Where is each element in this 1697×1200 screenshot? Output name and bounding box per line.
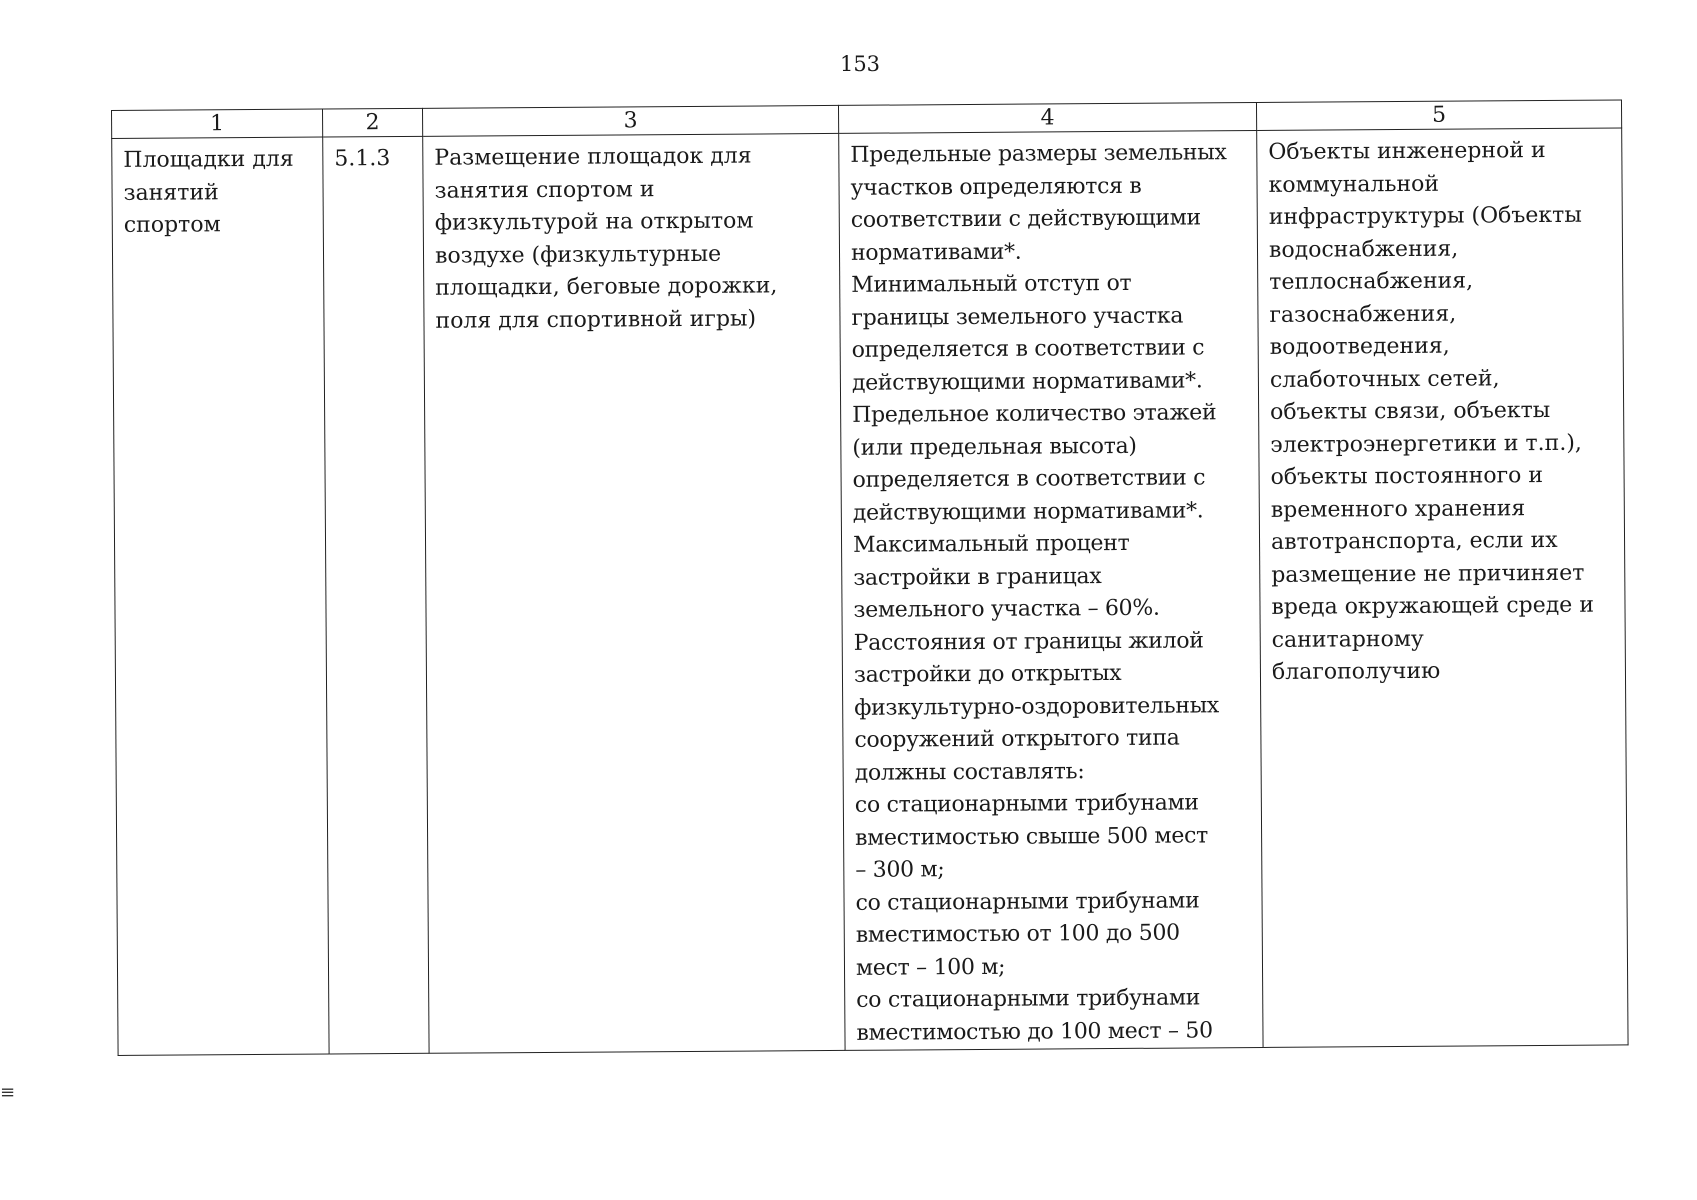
- auxiliary-uses-text: Объекты инженерной и коммунальной инфраструктуры (Объекты водоснабжения, теплоснабжения, газоснабжения, водоотведения, слаботочных сетей, объекты связи, объекты электроэнергетики и т.п.), объекты постоянного и временного хранения автотранспорта, если их размещение не причиняет вреда окружающей среде и санитарному благополучию: [1268, 137, 1595, 685]
- use-description-text: Размещение площадок для занятия спортом и физкультурой на открытом воздухе (физкультурные площадки, беговые дорожки, поля для спортивной игры): [434, 143, 778, 334]
- table-row: [112, 128, 1628, 1056]
- header-col-3: 3: [422, 105, 838, 136]
- page-number: 153: [839, 52, 881, 76]
- cell-use-code: [323, 136, 429, 1054]
- header-col-1: 1: [112, 109, 323, 138]
- parameters-text: Предельные размеры земельных участков определяются в соответствии с действующими нормативами*. Минимальный отступ от границы земельного участка определяется в соответствии с действующими нормативами*. Предельное количество этажей (или предельная высота) определяется в соответствии с действующими нормативами*. Максимальный процент застройки в границах земельного участка – 60%. Расстояния от границы жилой застройки до открытых физкультурно-оздоровительных сооружений открытого типа должны составлять: со стационарными трибунами вместимостью свыше 500 мест – 300 м; со стационарными трибунами вместимостью от 100 до 500 мест – 100 м; со стационарными трибунами вместимостью до 100 мест – 50: [850, 140, 1227, 1046]
- header-col-4: 4: [838, 103, 1256, 134]
- cell-use-description: [423, 133, 845, 1053]
- cell-use-name: [112, 137, 329, 1055]
- header-col-2: 2: [322, 108, 422, 137]
- scan-edge-mark: ≡: [0, 1082, 16, 1103]
- header-col-5: 5: [1256, 100, 1621, 131]
- cell-auxiliary-uses: [1257, 128, 1628, 1048]
- use-name-text: Площадки для занятий спортом: [123, 146, 294, 238]
- use-code-text: 5.1.3: [334, 146, 391, 172]
- regulations-table: [111, 99, 1629, 1056]
- cell-parameters: [839, 131, 1263, 1051]
